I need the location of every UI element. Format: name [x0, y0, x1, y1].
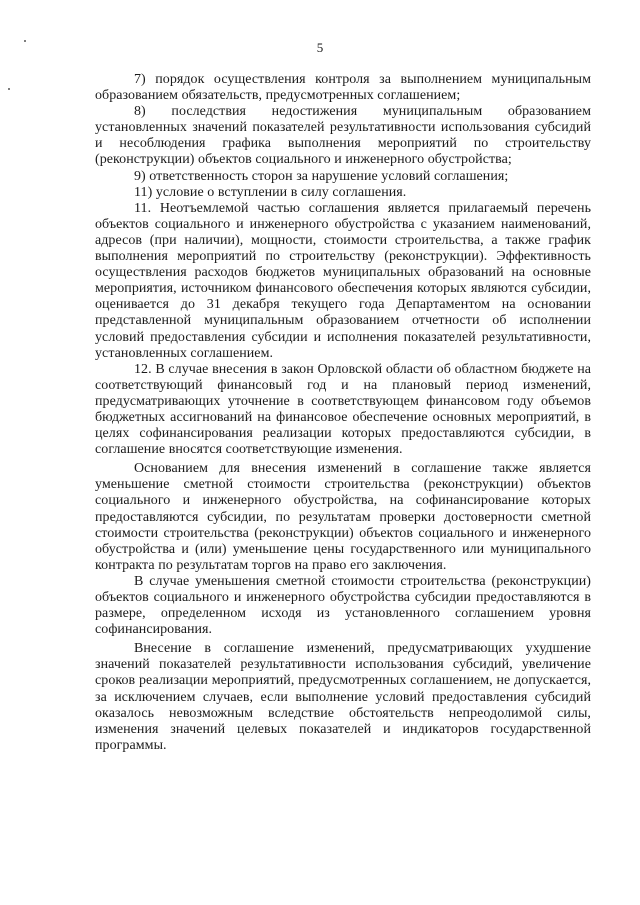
paragraph-item-8: 8) последствия недостижения муниципальным образованием установленных значений показателей результативности использования субсидий и несоблюдения графика выполнения мероприятий по строительству (реконструкции) объектов социального и инженерного обустройства; — [95, 104, 591, 168]
document-body — [95, 72, 591, 754]
page-number: 5 — [316, 40, 324, 55]
paragraph-item-9: 9) ответственность сторон за нарушение условий соглашения; — [134, 168, 509, 184]
scan-speck — [8, 88, 10, 90]
paragraph-item-7: 7) порядок осуществления контроля за выполнением муниципальным образованием обязательств, предусмотренных соглашением; — [95, 72, 591, 104]
paragraph-cost-reduction: В случае уменьшения сметной стоимости строительства (реконструкции) объектов социального и инженерного обустройства субсидии предоставляются в размере, определенном исходя из установленного соглашением уровня софинансирования. — [95, 573, 591, 638]
paragraph-section-12: 12. В случае внесения в закон Орловской области об областном бюджете на соответствующий финансовый год и на плановый период изменений, предусматривающих уточнение в соответствующем финансовом году объемов бюджетных ассигнований на финансовое обеспечение основных мероприятий, в целях софинансирования реализации которых предоставляются субсидии, в соглашение вносятся соответствующие изменения. — [95, 361, 591, 458]
paragraph-basis-for-changes: Основанием для внесения изменений в соглашение также является уменьшение сметной стоимости строительства (реконструкции) объектов социального и инженерного обустройства, на софинансирование которых предоставляются субсидии, по результатам проверки достоверности сметной стоимости строительства (реконструкции) объектов социального и инженерного обустройства и (или) уменьшение цены государственного или муниципального контракта по результатам торгов на право его заключения. — [95, 461, 591, 573]
paragraph-item-11: 11) условие о вступлении в силу соглашения. — [134, 184, 407, 200]
paragraph-section-11: 11. Неотъемлемой частью соглашения является прилагаемый перечень объектов социального и инженерного обустройства с указанием наименований, адресов (при наличии), мощности, стоимости строительства, а также график выполнения мероприятий по строительству (реконструкции). Эффективность осуществления расходов бюджетов муниципальных образований на основные мероприятия, источником финансового обеспечения которых являются субсидии, оценивается до 31 декабря текущего года Департаментом на основании представленной муниципальным образованием отчетности об исполнении условий предоставления субсидии и исполнения показателей результативности, установленных соглашением. — [95, 200, 591, 361]
paragraph-restrictions: Внесение в соглашение изменений, предусматривающих ухудшение значений показателей результативности использования субсидий, увеличение сроков реализации мероприятий, предусмотренных соглашением, не допускается, за исключением случаев, если выполнение условий предоставления субсидий оказалось невозможным вследствие обстоятельств непреодолимой силы, изменения значений целевых показателей и индикаторов государственной программы. — [95, 641, 591, 753]
scan-speck — [24, 40, 26, 42]
